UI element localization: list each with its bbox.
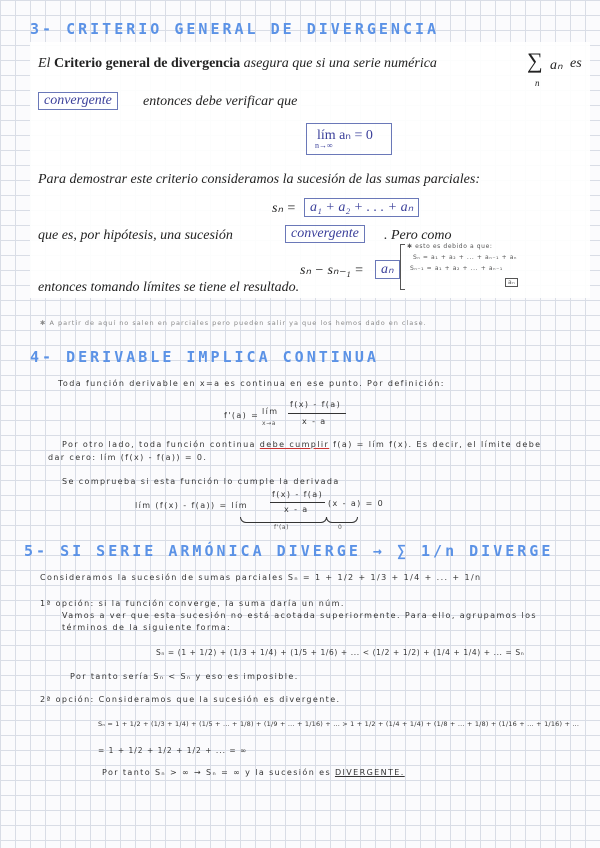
diff-box: aₙ <box>375 260 400 279</box>
final-fraction-bar <box>270 502 325 503</box>
option-2-a: 2ª opción: Consideramos que la sucesión es divergente. <box>40 695 341 704</box>
option-1-b: Vamos a ver que esta sucesión no está acotada superiormente. Para ello, agrupamos los <box>62 611 537 620</box>
section-5-title: 5- SI SERIE ARMÓNICA DIVERGE → ∑ 1/n DIVERGE <box>24 542 554 560</box>
deriv-sub: x→a <box>262 420 277 427</box>
side-note-1: ✱ esto es debido a que: <box>407 243 493 250</box>
sum-symbol: ∑ <box>527 48 543 73</box>
diff-left: sₙ − sₙ₋₁ = <box>300 263 364 278</box>
brace-left-label: f'(a) <box>274 524 290 531</box>
option-1-conclusion: Por tanto sería Sₙ < Sₙ y eso es imposible. <box>70 672 299 681</box>
harmonic-intro: Consideramos la sucesión de sumas parciales Sₙ = 1 + 1/2 + 1/3 + 1/4 + ... + 1/n <box>40 573 482 582</box>
option-2-conclusion: Por tanto Sₙ > ∞ → Sₙ = ∞ y la sucesión es DIVERGENTE. <box>102 768 405 777</box>
deriv-num: f(x) - f(a) <box>290 400 342 409</box>
derivable-line-1: Toda función derivable en x=a es continua en ese punto. Por definición: <box>58 379 445 388</box>
brace-right-label: 0 <box>338 524 343 531</box>
final-mult: (x - a) = 0 <box>328 499 385 508</box>
sum-index: n <box>535 78 540 88</box>
convergente-box: convergente <box>38 92 118 110</box>
option-2-formula-1: Sₙ = 1 + 1/2 + (1/3 + 1/4) + (1/5 + ... + 1/8) + (1/9 + ... + 1/16) + ... > 1 + 1/2 + (1/4 + 1/4) + (1/8 + ... + 1/8) + (1/16 + ... + 1/16) + ... <box>98 720 580 728</box>
continuity-line-a: Por otro lado, toda función continua debe cumplir f(a) = lím f(x). Es decir, el límite debe <box>62 440 542 449</box>
footnote: ✱ A partir de aquí no salen en parciales pero pueden salir ya que los hemos dado en clase. <box>40 319 427 327</box>
conclusion-text: entonces tomando límites se tiene el resultado. <box>38 280 300 295</box>
option-1-formula: Sₙ = (1 + 1/2) + (1/3 + 1/4) + (1/5 + 1/6) + ... < (1/2 + 1/2) + (1/4 + 1/4) + ... = Sₙ <box>156 648 525 657</box>
limit-sub: n→∞ <box>315 141 333 150</box>
check-line: Se comprueba si esta función lo cumple la derivada <box>62 477 340 486</box>
criterion-intro: El Criterio general de divergencia asegura que si una serie numérica <box>38 56 437 71</box>
final-lhs: lím (f(x) - f(a)) = lím <box>135 501 248 510</box>
continuity-line-b: dar cero: lím (f(x) - f(a)) = 0. <box>48 453 208 462</box>
pero-como: . Pero como <box>384 228 452 243</box>
side-note-4: aₙ <box>505 278 518 287</box>
sum-term: aₙ <box>550 58 563 73</box>
side-note-3: Sₙ₋₁ = a₁ + a₂ + ... + aₙ₋₁ <box>410 265 503 272</box>
deriv-den: x - a <box>302 417 327 426</box>
deriv-lhs: f'(a) = <box>224 411 260 420</box>
sn-box: a₁ + a₂ + . . . + aₙ <box>304 198 419 217</box>
limit-box <box>306 123 392 155</box>
option-1-c: términos de la siguiente forma: <box>62 623 232 632</box>
option-1-a: 1ª opción: si la función converge, la suma daría un núm. <box>40 599 345 608</box>
deriv-lim: lím <box>262 407 279 416</box>
verify-text: entonces debe verificar que <box>143 94 298 109</box>
brace-left <box>240 517 327 523</box>
section-4-title: 4- DERIVABLE IMPLICA CONTINUA <box>30 348 379 366</box>
side-note-2: Sₙ = a₁ + a₂ + ... + aₙ₋₁ + aₙ <box>413 254 518 261</box>
brace-right <box>326 517 358 523</box>
limit-formula: lím aₙ = 0 <box>317 128 373 143</box>
final-num: f(x) - f(a) <box>272 490 324 499</box>
hypothesis-text: que es, por hipótesis, una sucesión <box>38 228 233 243</box>
option-2-formula-2: = 1 + 1/2 + 1/2 + 1/2 + ... = ∞ <box>98 746 248 755</box>
final-den: x - a <box>284 505 309 514</box>
criterion-intro-end: es <box>570 56 582 71</box>
convergente-box-2: convergente <box>285 225 365 243</box>
sn-left: sₙ = <box>272 201 296 216</box>
deriv-fraction-bar <box>288 413 346 414</box>
side-note-bracket <box>400 244 405 290</box>
section-3-title: 3- CRITERIO GENERAL DE DIVERGENCIA <box>30 20 440 38</box>
partial-sums-text: Para demostrar este criterio consideramos la sucesión de las sumas parciales: <box>38 172 480 187</box>
